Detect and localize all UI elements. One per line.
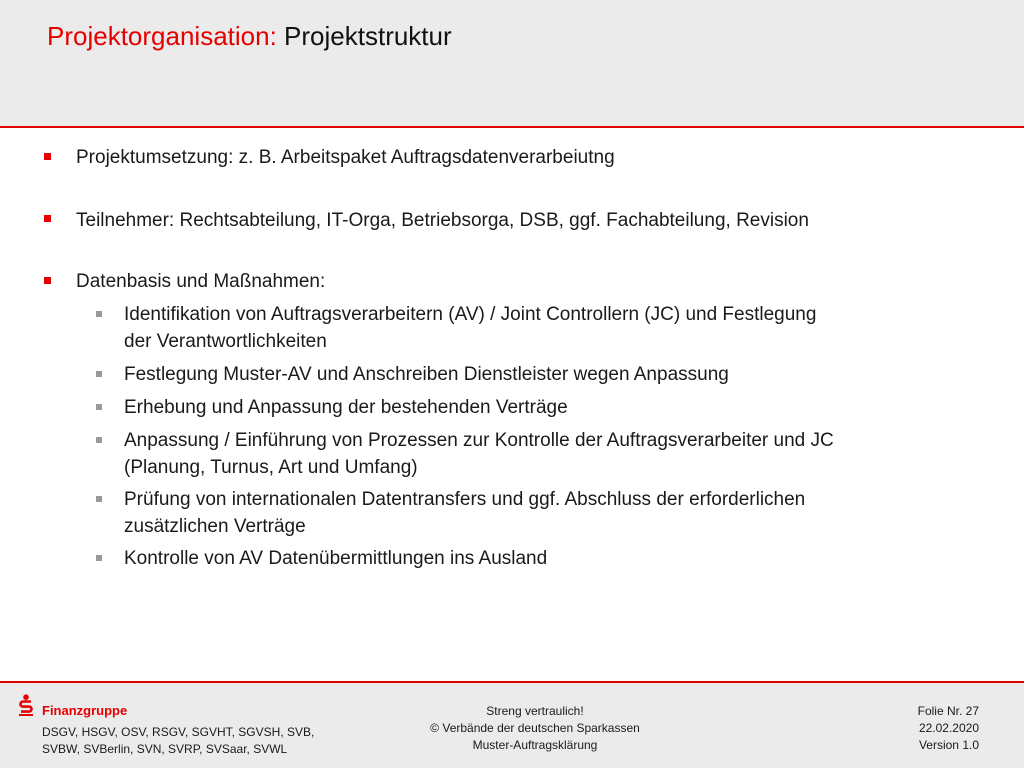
sub-bullet-line: zusätzlichen Verträge [124,516,306,537]
sparkasse-logo-icon [18,694,34,716]
sub-bullet-line: Festlegung Muster-AV und Anschreiben Dienstleister wegen Anpassung [124,364,729,385]
sub-bullet-marker [96,404,102,410]
association-line: SVBW, SVBerlin, SVN, SVRP, SVSaar, SVWL [42,742,288,756]
bullet-item: Teilnehmer: Rechtsabteilung, IT-Orga, Betriebsorga, DSB, ggf. Fachabteilung, Revision [76,210,809,231]
sub-bullet-line: Anpassung / Einführung von Prozessen zur Kontrolle der Auftragsverarbeiter und JC [124,430,834,451]
bullet-item: Datenbasis und Maßnahmen: [76,271,326,292]
sub-bullet-marker [96,555,102,561]
slide-title [47,20,452,52]
bullet-marker [44,277,51,284]
logo-text: Finanzgruppe [42,703,128,718]
sub-bullet-marker [96,437,102,443]
bullet-item: Projektumsetzung: z. B. Arbeitspaket Auftragsdatenverarbeiutng [76,147,615,168]
association-line: DSGV, HSGV, OSV, RSGV, SGVHT, SGVSH, SVB, [42,725,315,739]
header-divider [0,126,1024,128]
document-name: Muster-Auftragsklärung [472,738,598,752]
sub-bullet-marker [96,371,102,377]
copyright-note: © Verbände der deutschen Sparkassen [430,721,640,735]
sub-bullet-line: Identifikation von Auftragsverarbeitern (AV) / Joint Controllern (JC) und Festlegung [124,304,817,325]
sub-bullet-line: Kontrolle von AV Datenübermittlungen ins Ausland [124,548,548,569]
bullet-marker [44,153,51,160]
confidentiality-note: Streng vertraulich! [486,704,584,718]
sub-bullet-line: Prüfung von internationalen Datentransfers und ggf. Abschluss der erforderlichen [124,489,806,510]
sub-bullet-marker [96,311,102,317]
sub-bullet-line: Erhebung und Anpassung der bestehenden Verträge [124,397,568,418]
slide-version: Version 1.0 [918,738,979,752]
sub-bullet-marker [96,496,102,502]
sub-bullet-line: der Verantwortlichkeiten [124,331,327,352]
slide-title-accent: Projektorganisation: [47,21,277,51]
slide-title-rest: Projektstruktur [284,21,452,51]
bullet-marker [44,215,51,222]
slide-date: 22.02.2020 [918,721,979,735]
sub-bullet-line: (Planung, Turnus, Art und Umfang) [124,457,418,478]
slide-number: Folie Nr. 27 [917,704,979,718]
